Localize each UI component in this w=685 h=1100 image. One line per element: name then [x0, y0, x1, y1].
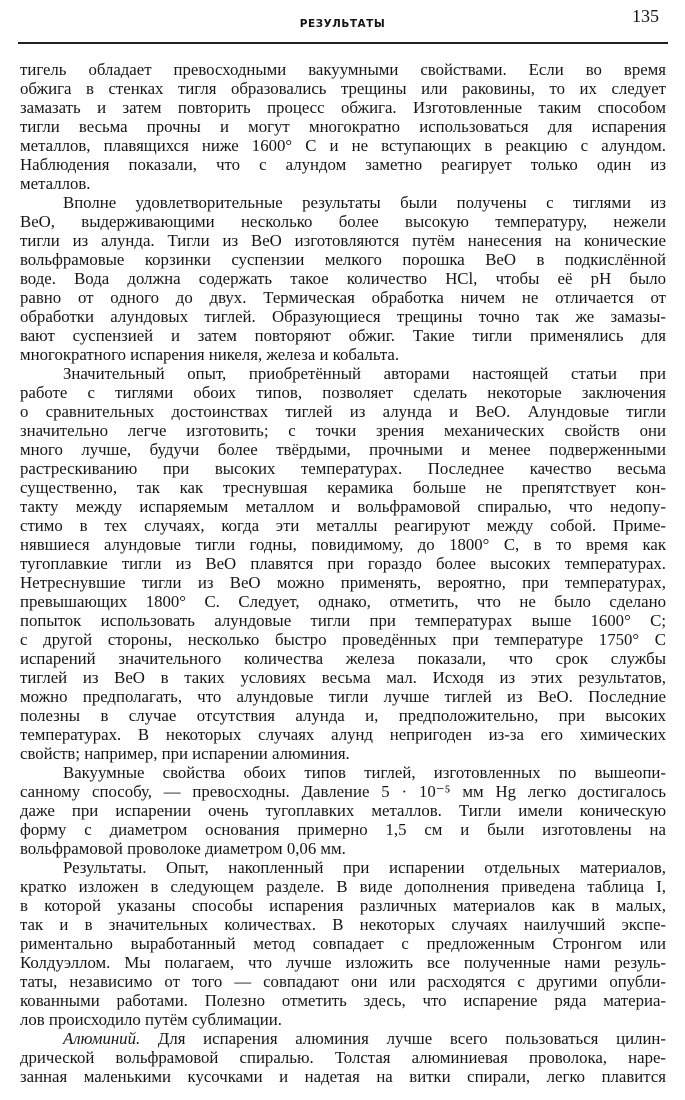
paragraph	[20, 364, 666, 763]
paragraph	[20, 858, 666, 1029]
text-line: испарений значительного количества железа показали, что срок службы	[20, 649, 666, 668]
text-line: можно предполагать, что алундовые тигли лучше тиглей из BeO. Последние	[20, 687, 666, 706]
text-line: риментально выработанный метод совпадает с предложенным Стронгом или	[20, 934, 666, 953]
paragraph	[20, 193, 666, 364]
text-line: с другой стороны, несколько быстро проведённых при температуре 1750° С	[20, 630, 666, 649]
text-line: тугоплавкие тигли из BeO плавятся при гораздо более высоких температурах.	[20, 554, 666, 573]
header-rule	[18, 42, 668, 44]
text-line: вольфрамовые корзинки суспензии мелкого порошка BeO в подкислённой	[20, 250, 666, 269]
text-line: металлов.	[20, 174, 91, 193]
text-line: Вполне удовлетворительные результаты были получены с тиглями из	[63, 193, 666, 212]
text-line: такту между испаряемым металлом и вольфрамовой спиралью, что недопу-	[20, 497, 666, 516]
text-line: обжига в стенках тигля образовались трещины или раковины, то их следует	[20, 79, 666, 98]
body-text	[20, 60, 666, 1086]
text-line: Вакуумные свойства обоих типов тиглей, изготовленных по вышеопи-	[63, 763, 666, 782]
text-line: превышающих 1800° С. Следует, однако, отметить, что не было сделано	[20, 592, 666, 611]
text-line: много лучше, будучи более твёрдыми, прочными и менее подверженными	[20, 440, 666, 459]
running-head: РЕЗУЛЬТАТЫ	[299, 18, 386, 30]
text-line: санному способу, — превосходны. Давление 5 · 10⁻⁵ мм Hg легко достигалось	[20, 782, 666, 801]
text-line: вольфрамовой проволоке диаметром 0,06 мм.	[20, 839, 346, 858]
text-line: Результаты. Опыт, накопленный при испарении отдельных материалов,	[63, 858, 666, 877]
text-line: стимо в тех случаях, когда эти металлы реагируют между собой. Приме-	[20, 516, 666, 535]
text-line: значительно легче изготовить; с точки зрения механических свойств они	[20, 421, 666, 440]
paragraph	[20, 1029, 666, 1086]
text-line: BeO, выдерживающими несколько более высокую температуру, нежели	[20, 212, 666, 231]
text-line	[20, 1029, 666, 1048]
text-line: тигли из алунда. Тигли из BeO изготовляются путём нанесения на конические	[20, 231, 666, 250]
paragraph	[20, 60, 666, 193]
text-line: так и в значительных количествах. В некоторых случаях наилучший экспе-	[20, 915, 666, 934]
text-line: о сравнительных достоинствах тиглей из алунда и BeO. Алундовые тигли	[20, 402, 666, 421]
text-line: работе с тиглями обоих типов, позволяет сделать некоторые заключения	[20, 383, 666, 402]
text-line: воде. Вода должна содержать такое количество HCl, чтобы её pH было	[20, 269, 666, 288]
text-line: обработки алундовых тиглей. Образующиеся трещины точно так же замазы-	[20, 307, 666, 326]
text-line: замазать и затем повторить процесс обжига. Изготовленные таким способом	[20, 98, 666, 117]
text-line: занная маленькими кусочками и надетая на витки спирали, легко плавится	[20, 1067, 666, 1086]
text-line: тигель обладает превосходными вакуумными свойствами. Если во время	[20, 60, 666, 79]
text-line: Нетреснувшие тигли из BeO можно применять, вероятно, при температурах,	[20, 573, 666, 592]
section-lead-italic: Алюминий.	[63, 1029, 141, 1048]
page-number: 135	[632, 6, 659, 26]
text-line: лов происходило путём сублимации.	[20, 1010, 282, 1029]
text-line: дрической вольфрамовой спиралью. Толстая алюминиевая проволока, наре-	[20, 1048, 666, 1067]
text-line: даже при испарении очень тугоплавких металлов. Тигли имели коническую	[20, 801, 666, 820]
text-line: равно от одного до двух. Термическая обработка ничем не отличается от	[20, 288, 666, 307]
text-line: Значительный опыт, приобретённый авторами настоящей статьи при	[63, 364, 666, 383]
text-line: существенно, так как треснувшая керамика больше не препятствует кон-	[20, 478, 666, 497]
text-line: тиглей из BeO в таких условиях весьма мал. Исходя из этих результатов,	[20, 668, 666, 687]
text-line: попыток использовать алундовые тигли при температурах выше 1600° С;	[20, 611, 666, 630]
text-line: многократного испарения никеля, железа и кобальта.	[20, 345, 400, 364]
text-line-rest: Для испарения алюминия лучше всего пользоваться цилин-	[140, 1029, 666, 1048]
text-line: свойств; например, при испарении алюминия.	[20, 744, 350, 763]
text-line: вают суспензией и затем повторяют обжиг. Такие тигли применялись для	[20, 326, 666, 345]
text-line: полезны в случае отсутствия алунда и, предположительно, при высоких	[20, 706, 666, 725]
text-line: Наблюдения показали, что с алундом заметно реагирует только один из	[20, 155, 666, 174]
paragraph	[20, 763, 666, 858]
text-line: кратко изложен в следующем разделе. В виде дополнения приведена таблица I,	[20, 877, 666, 896]
text-line: температурах. В некоторых случаях алунд непригоден из-за его химических	[20, 725, 666, 744]
text-line: тигли весьма прочны и могут многократно использоваться для испарения	[20, 117, 666, 136]
text-line: растрескиванию при высоких температурах. Последнее качество весьма	[20, 459, 666, 478]
text-line: кованными работами. Полезно отметить здесь, что испарение ряда материа-	[20, 991, 666, 1010]
text-line: форму с диаметром основания примерно 1,5 см и были изготовлены на	[20, 820, 666, 839]
text-line: таты, независимо от того — совпадают они или расходятся с другими опубли-	[20, 972, 666, 991]
text-line: металлов, плавящихся ниже 1600° С и не вступающих в реакцию с алундом.	[20, 136, 666, 155]
text-line: нявшиеся алундовые тигли годны, повидимому, до 1800° С, в то время как	[20, 535, 666, 554]
text-line: в которой указаны способы испарения различных материалов как в малых,	[20, 896, 666, 915]
text-line: Колдуэллом. Мы полагаем, что лучше изложить все полученные нами резуль-	[20, 953, 666, 972]
